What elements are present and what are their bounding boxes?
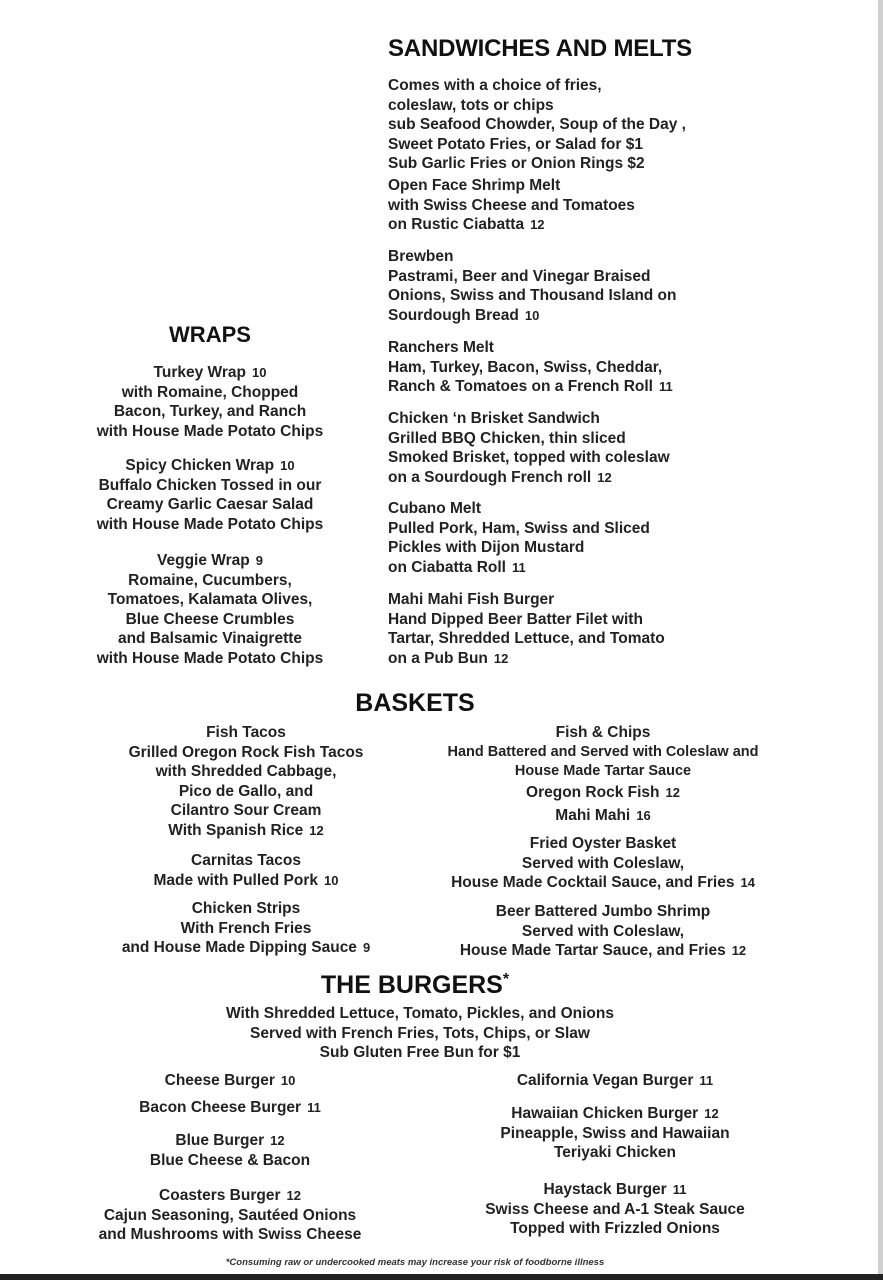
item-desc: Bacon, Turkey, and Ranch (113, 403, 307, 420)
item-desc: Pineapple, Swiss and Hawaiian (500, 1124, 730, 1142)
item-price: 11 (699, 1073, 714, 1088)
menu-item-beer-battered-jumbo-shrimp (420, 902, 786, 961)
item-price: 10 (280, 458, 295, 473)
menu-item-carnitas-tacos (85, 851, 407, 890)
item-name: Spicy Chicken Wrap (125, 457, 275, 474)
baskets-heading: BASKETS (355, 689, 475, 717)
footnote: *Consuming raw or undercooked meats may increase your risk of foodborne illness (225, 1257, 605, 1268)
item-price: 10 (280, 1073, 296, 1088)
item-price: 12 (530, 217, 545, 232)
intro-line: Sub Gluten Free Bun for $1 (319, 1044, 521, 1061)
item-name: Ranchers Melt (388, 339, 494, 356)
fish-option-mahi-mahi (420, 806, 786, 826)
menu-item-chicken-brisket-sandwich (388, 409, 670, 487)
intro-line: Sub Garlic Fries or Onion Rings $2 (388, 155, 645, 172)
item-desc: Blue Cheese & Bacon (149, 1151, 311, 1169)
menu-item-ranchers-melt (388, 338, 673, 397)
menu-item-bacon-cheese-burger (60, 1098, 400, 1118)
item-price: 9 (362, 940, 371, 955)
item-desc: and Mushrooms with Swiss Cheese (98, 1226, 362, 1243)
intro-line: With Shredded Lettuce, Tomato, Pickles, and Onions (226, 1005, 614, 1022)
burgers-intro (0, 1004, 840, 1063)
item-desc: Topped with Frizzled Onions (510, 1220, 720, 1237)
item-desc: with House Made Potato Chips (96, 649, 324, 667)
burgers-title: THE BURGERS (320, 971, 503, 999)
item-name: Turkey Wrap (153, 364, 246, 381)
page-bottom-border (0, 1274, 883, 1280)
item-name: California Vegan Burger (516, 1072, 694, 1089)
item-price: 12 (309, 822, 324, 838)
item-desc: Onions, Swiss and Thousand Island on (388, 287, 677, 304)
item-desc: and House Made Dipping Sauce (121, 939, 357, 956)
item-desc: on Rustic Ciabatta (388, 216, 525, 233)
item-price: 10 (524, 307, 540, 323)
menu-item-fried-oyster-basket (420, 834, 786, 893)
item-desc: on a Pub Bun (388, 649, 488, 667)
menu-item-cheese-burger (60, 1071, 400, 1091)
item-name: Carnitas Tacos (191, 852, 301, 869)
item-desc: Creamy Garlic Caesar Salad (106, 496, 314, 513)
intro-line: coleslaw, tots or chips (388, 96, 554, 114)
item-price: 10 (252, 365, 267, 380)
menu-item-spicy-chicken-wrap (0, 456, 420, 534)
item-name: Fish Tacos (206, 724, 286, 741)
item-desc: Cilantro Sour Cream (170, 802, 322, 819)
menu-item-fish-tacos (85, 723, 407, 840)
item-price: 12 (270, 1133, 285, 1148)
menu-item-turkey-wrap (0, 363, 420, 441)
fish-option-oregon-rock-fish (420, 783, 786, 803)
item-desc: on a Sourdough French roll (388, 468, 592, 486)
intro-line: Comes with a choice of fries, (388, 77, 602, 94)
item-desc: Smoked Brisket, topped with coleslaw (388, 449, 670, 466)
item-desc: Pastrami, Beer and Vinegar Braised (388, 267, 651, 285)
menu-item-blue-burger (60, 1131, 400, 1170)
item-name: Fried Oyster Basket (529, 835, 677, 852)
item-price: 12 (597, 469, 612, 485)
burgers-heading (0, 971, 830, 1000)
item-desc: with Romaine, Chopped (121, 383, 299, 401)
item-name: Haystack Burger (543, 1181, 667, 1198)
item-desc: with House Made Potato Chips (96, 515, 324, 533)
item-name: Coasters Burger (159, 1187, 281, 1204)
item-desc: With Spanish Rice (168, 821, 304, 839)
item-name: Fish & Chips (555, 724, 651, 741)
wraps-heading: WRAPS (169, 322, 251, 347)
item-price: 10 (324, 872, 339, 888)
item-desc: Buffalo Chicken Tossed in our (98, 476, 322, 494)
item-price: 12 (493, 650, 509, 666)
item-name: Blue Burger (175, 1132, 265, 1149)
item-price: 14 (740, 875, 755, 890)
item-name: Open Face Shrimp Melt (388, 177, 561, 194)
menu-item-haystack-burger (430, 1180, 800, 1239)
item-name: Mahi Mahi Fish Burger (388, 591, 555, 608)
menu-item-coasters-burger (60, 1186, 400, 1245)
menu-item-open-face-shrimp-melt (388, 176, 635, 235)
menu-item-california-vegan-burger (430, 1071, 800, 1091)
menu-item-mahi-mahi-fish-burger (388, 590, 665, 668)
item-desc: Made with Pulled Pork (153, 871, 319, 889)
item-name: Hawaiian Chicken Burger (511, 1105, 699, 1122)
item-desc: Tomatoes, Kalamata Olives, (107, 591, 313, 608)
item-desc: Tartar, Shredded Lettuce, and Tomato (388, 630, 665, 647)
item-name: Veggie Wrap (157, 552, 250, 569)
item-desc: House Made Tartar Sauce (514, 763, 692, 779)
item-desc: with Shredded Cabbage, (155, 763, 337, 780)
item-price: 11 (658, 379, 673, 394)
intro-line: Sweet Potato Fries, or Salad for $1 (388, 135, 643, 153)
item-price: 12 (286, 1188, 301, 1203)
item-name: Chicken Strips (191, 900, 301, 917)
page-edge (878, 0, 883, 1280)
item-price: 12 (665, 785, 680, 800)
item-desc: House Made Cocktail Sauce, and Fries (451, 874, 735, 891)
item-desc: House Made Tartar Sauce, and Fries (459, 942, 726, 959)
item-desc: with Swiss Cheese and Tomatoes (388, 196, 635, 214)
intro-line: sub Seafood Chowder, Soup of the Day , (388, 116, 686, 133)
asterisk-mark: * (502, 971, 510, 988)
item-desc: on Ciabatta Roll (388, 558, 506, 576)
item-desc: Pico de Gallo, and (178, 782, 314, 800)
item-desc: Swiss Cheese and A-1 Steak Sauce (485, 1200, 745, 1218)
item-desc: Sourdough Bread (388, 306, 519, 324)
menu-item-cubano-melt (388, 499, 650, 577)
item-desc: with House Made Potato Chips (96, 422, 324, 440)
item-desc: Hand Dipped Beer Batter Filet with (388, 610, 643, 628)
item-desc: and Balsamic Vinaigrette (117, 630, 303, 647)
item-desc: Ham, Turkey, Bacon, Swiss, Cheddar, (388, 358, 663, 376)
sandwiches-heading: SANDWICHES AND MELTS (388, 35, 692, 62)
item-price: 11 (672, 1182, 687, 1197)
item-desc: Teriyaki Chicken (553, 1144, 677, 1161)
item-name: Chicken ‘n Brisket Sandwich (388, 410, 600, 427)
item-price: 11 (307, 1100, 321, 1115)
item-desc: Served with Coleslaw, (521, 854, 685, 872)
item-name: Brewben (388, 248, 454, 265)
item-desc: Grilled Oregon Rock Fish Tacos (128, 743, 364, 761)
item-desc: Pickles with Dijon Mustard (388, 539, 585, 556)
intro-line: Served with French Fries, Tots, Chips, or Slaw (250, 1024, 590, 1042)
item-desc: Blue Cheese Crumbles (125, 610, 295, 628)
sandwiches-intro (388, 76, 686, 174)
item-desc: Ranch & Tomatoes on a French Roll (388, 378, 653, 395)
item-desc: Romaine, Cucumbers, (128, 571, 292, 589)
item-desc: Pulled Pork, Ham, Swiss and Sliced (388, 519, 650, 537)
item-desc: With French Fries (180, 919, 312, 937)
item-price: 12 (731, 943, 747, 958)
item-desc: Hand Battered and Served with Coleslaw and (447, 743, 759, 760)
item-name: Cubano Melt (388, 500, 481, 517)
item-name: Mahi Mahi (555, 807, 631, 824)
item-price: 11 (511, 559, 526, 575)
menu-item-fish-and-chips (420, 723, 786, 782)
item-name: Bacon Cheese Burger (139, 1099, 302, 1116)
item-price: 16 (636, 808, 651, 823)
menu-item-brewben (388, 247, 677, 325)
menu-item-veggie-wrap (0, 551, 420, 668)
item-price: 12 (704, 1106, 719, 1121)
menu-item-hawaiian-chicken-burger (430, 1104, 800, 1163)
menu-item-chicken-strips (85, 899, 407, 958)
item-desc: Served with Coleslaw, (521, 922, 685, 940)
item-name: Beer Battered Jumbo Shrimp (495, 903, 711, 920)
item-name: Cheese Burger (164, 1072, 275, 1089)
item-price: 9 (255, 553, 263, 568)
item-desc: Cajun Seasoning, Sautéed Onions (103, 1206, 357, 1224)
item-desc: Grilled BBQ Chicken, thin sliced (388, 429, 626, 447)
item-name: Oregon Rock Fish (526, 784, 660, 801)
